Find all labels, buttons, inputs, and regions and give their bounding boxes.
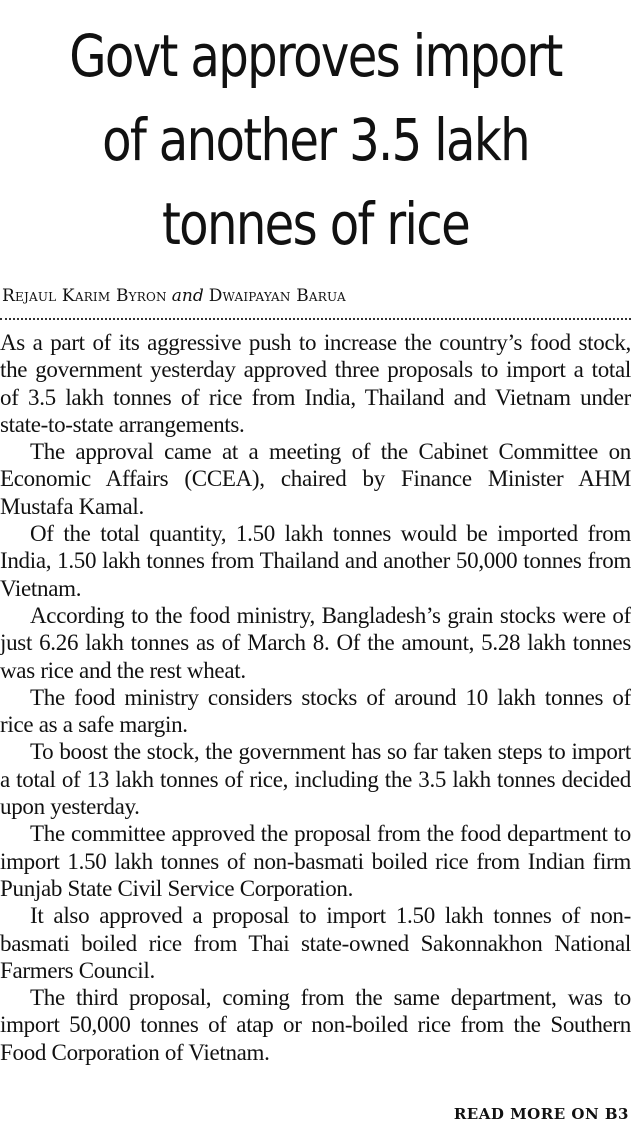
article-paragraph: Of the total quantity, 1.50 lakh tonnes would be imported from India, 1.50 lakh tonnes from Thailand and another 50,000 tonnes from Vietnam. [0,521,631,601]
byline-conjunction: and [171,286,204,306]
article-paragraph: The third proposal, coming from the same department, was to import 50,000 tonnes of atap or non-boiled rice from the Southern Food Corporation of Vietnam. [0,985,631,1065]
article-paragraph: It also approved a proposal to import 1.50 lakh tonnes of non-basmati boiled rice from Thai state-owned Sakonnakhon National Farmers Council. [0,903,631,983]
headline-line: tonnes of rice [161,190,470,258]
article-paragraph: As a part of its aggressive push to increase the country’s food stock, the government yesterday approved three proposals to import a total of 3.5 lakh tonnes of rice from India, Thailand and Vietnam under state-to-state arrangements. [0,330,631,437]
headline [54,14,578,266]
article-paragraph: The food ministry considers stocks of around 10 lakh tonnes of rice as a safe margin. [0,684,631,738]
headline-line: Govt approves import [69,22,562,90]
author-name: Dwaipayan Barua [208,286,346,306]
article-paragraph: According to the food ministry, Bangladesh’s grain stocks were of just 6.26 lakh tonnes as of March 8. Of the amount, 5.28 lakh tonnes was rice and the rest wheat. [0,602,631,683]
continuation-link[interactable]: READ MORE ON B3 [453,1105,629,1123]
dotted-divider [0,318,631,320]
article-paragraph: The committee approved the proposal from the food department to import 1.50 lakh tonnes of non-basmati boiled rice from Indian firm Punjab State Civil Service Corporation. [0,821,631,901]
article-paragraph: To boost the stock, the government has so far taken steps to import a total of 13 lakh tonnes of rice, including the 3.5 lakh tonnes decided upon yesterday. [0,739,631,820]
byline [2,286,346,306]
article-paragraph: The approval came at a meeting of the Cabinet Committee on Economic Affairs (CCEA), chaired by Finance Minister AHM Mustafa Kamal. [0,439,631,519]
author-name: Rejaul Karim Byron [2,286,167,306]
headline-line: of another 3.5 lakh [102,106,529,174]
article-body [0,329,631,1066]
